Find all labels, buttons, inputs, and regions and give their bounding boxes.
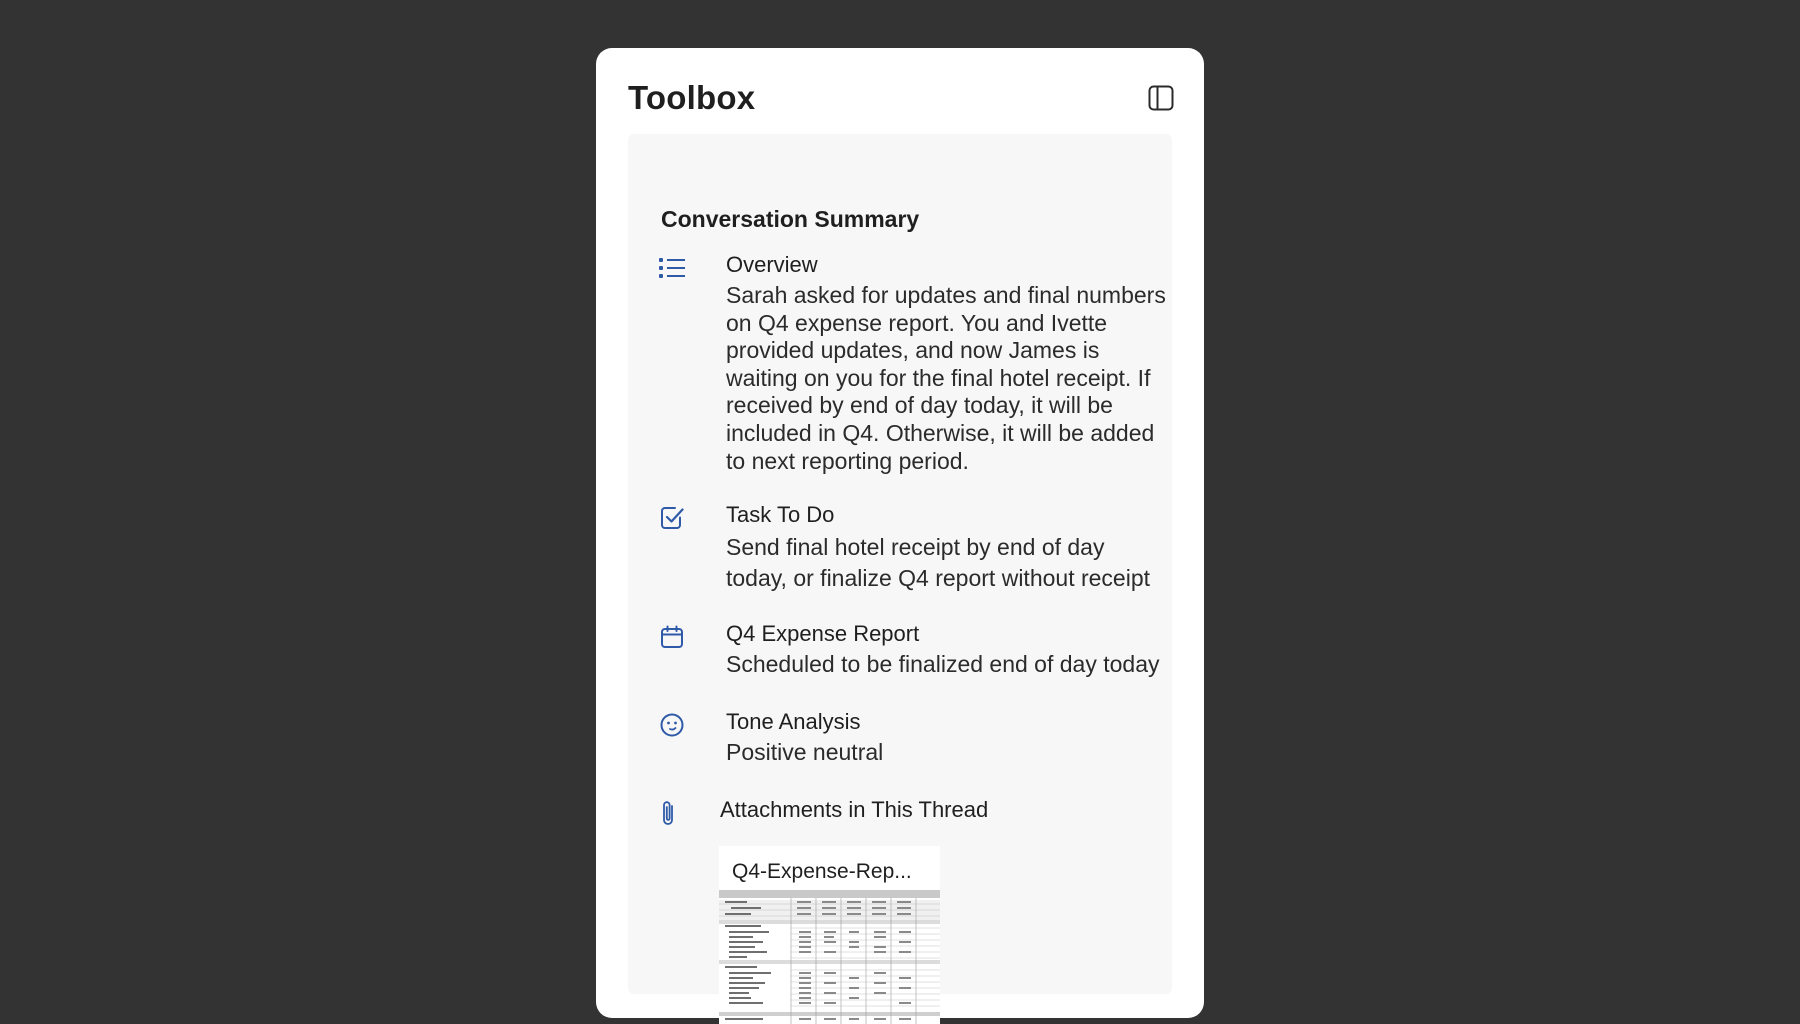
event-heading: Q4 Expense Report	[726, 621, 920, 646]
event-text: Scheduled to be finalized end of day today	[726, 651, 1160, 677]
toolbox-title: Toolbox	[628, 79, 756, 116]
sidebar-toggle-icon[interactable]	[1146, 83, 1176, 113]
summary-title: Conversation Summary	[661, 206, 920, 232]
tone-heading: Tone Analysis	[726, 709, 861, 734]
spreadsheet-thumbnail-icon	[719, 890, 940, 1024]
toolbox-panel	[596, 48, 1204, 1018]
paperclip-icon	[658, 799, 680, 827]
conversation-summary-card	[628, 134, 1172, 994]
smiley-icon	[658, 711, 686, 739]
toolbox-header	[628, 78, 1176, 118]
tone-text: Positive neutral	[726, 739, 884, 765]
overview-text: Sarah asked for updates and final numbers on Q4 expense report. You and Ivette provided updates, and now James is waiting on you for the final hotel receipt. If received by end of day today, it will be included in Q4. Otherwise, it will be added to next reporting period.	[726, 282, 1166, 474]
overview-heading: Overview	[726, 252, 818, 277]
attachment-filename: Q4-Expense-Rep...	[732, 860, 912, 883]
task-text: Send final hotel receipt by end of day today, or finalize Q4 report without receipt	[726, 534, 1151, 591]
calendar-icon	[658, 623, 686, 651]
checkbox-icon	[658, 504, 686, 532]
attachments-heading: Attachments in This Thread	[720, 797, 989, 822]
list-icon	[658, 254, 686, 282]
task-heading: Task To Do	[726, 502, 835, 527]
attachment-item[interactable]	[719, 846, 940, 1024]
